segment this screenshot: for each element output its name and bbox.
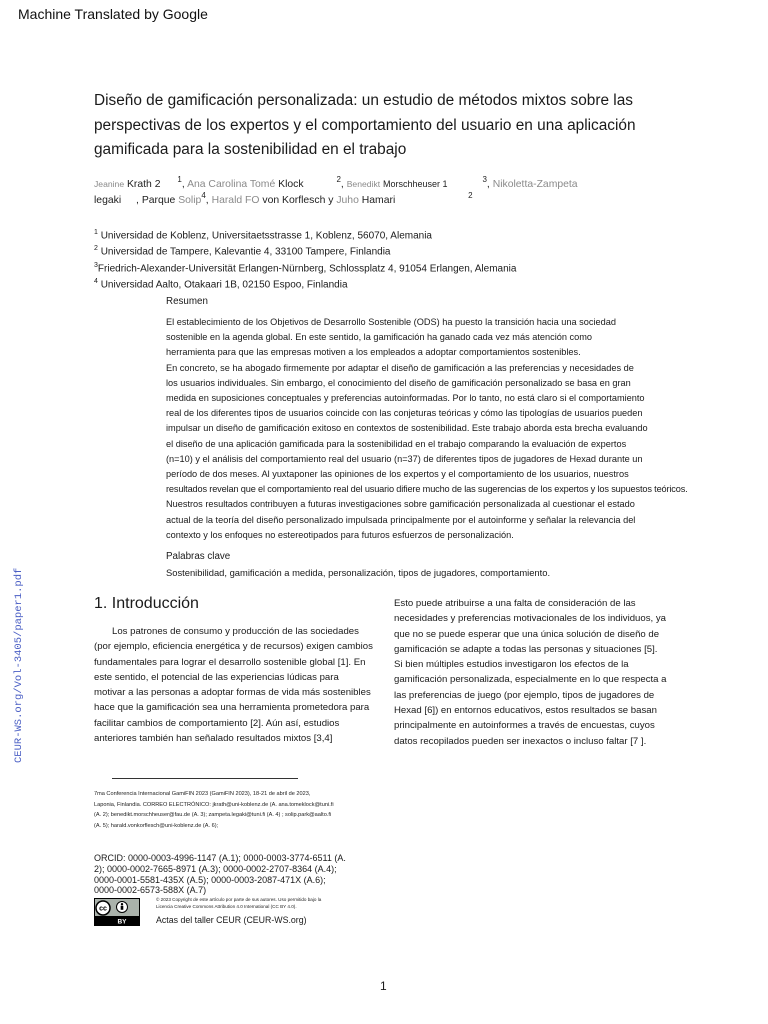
keywords: Sostenibilidad, gamificación a medida, personalización, tipos de jugadores, comportamiento.	[166, 567, 551, 578]
abstract-heading: Resumen	[166, 296, 208, 307]
abstract-line: En concreto, se ha abogado firmemente por adaptar el diseño de gamificación a las preferencias y necesidades de	[166, 362, 634, 373]
author-sup: 3	[482, 175, 487, 184]
author-last-name: Krath 2	[127, 179, 161, 190]
orcid-line: 0000-0001-5581-435X (A.5); 0000-0003-2087-471X (A.6);	[94, 874, 326, 885]
body-line: gamificación se adapte a todas las personas y situaciones [5].	[394, 643, 658, 655]
body-line: Esto puede atribuirse a una falta de consideración de las	[394, 598, 636, 609]
author-prefix: , Parque	[136, 195, 176, 206]
author-last-name: Klock	[278, 179, 304, 190]
ceur-proceedings-label: Actas del taller CEUR (CEUR-WS.org)	[156, 915, 307, 925]
paper-title	[94, 89, 654, 163]
footnote	[94, 789, 384, 831]
affiliation-text: Universidad de Tampere, Kalevantie 4, 33100 Tampere, Finlandia	[100, 246, 391, 258]
affiliation-sup: 1	[94, 229, 98, 236]
orcid-line: ORCID: 0000-0003-4996-1147 (A.1); 0000-0003-3774-6511 (A.	[94, 853, 346, 863]
cc-by-license-icon[interactable]	[94, 898, 140, 926]
abstract-line: período de dos meses. Al yuxtaponer las opiniones de los expertos y el comportamiento de los usuarios, nuestros	[166, 469, 629, 480]
body-line: principalmente en autoinformes a través de encuestas, cuyos	[394, 720, 655, 732]
body-line: hace que la gamificación sea una herramienta prometedora para	[94, 702, 370, 714]
abstract-line: El establecimiento de los Objetivos de Desarrollo Sostenible (ODS) ha puesto la transición hacia una sociedad	[166, 317, 616, 327]
affiliation-sup: 2	[94, 245, 98, 253]
author-first-name: Jeanine	[94, 179, 125, 189]
intro-column-left	[94, 624, 374, 746]
affiliation-item	[94, 242, 654, 258]
abstract-line: los usuarios individuales. Sin embargo, el conocimiento del diseño de gamificación personalizado se basa en gran	[166, 377, 631, 388]
section-title: 1. Introducción	[94, 595, 199, 612]
body-line: anteriores también han señalado resultados mixtos [3,4]	[94, 733, 333, 745]
author-first-name: Juho	[336, 195, 359, 206]
affiliation-sup: 3	[94, 261, 98, 269]
side-url-text: CEUR-WS.org/Vol-3405/paper1.pdf	[13, 567, 25, 763]
orcid-block	[94, 853, 384, 896]
author-line-1: Jeanine Krath 2 $^1$, Ana Carolina Tomé Klock $^2$, Benedikt Morschheuser 1 $^3$, Nikoletta-Zampeta	[94, 175, 578, 190]
title-line: Diseño de gamificación personalizada: un estudio de métodos mixtos sobre las	[94, 92, 633, 109]
machine-translation-banner: Machine Translated by Google	[18, 6, 208, 22]
orcid-line: 0000-0002-6573-588X (A.7)	[94, 885, 207, 896]
abstract-line: Nuestros resultados contribuyen a futuras investigaciones sobre gamificación personalizada al cuestionar el estado	[166, 499, 635, 510]
affiliations	[94, 226, 654, 291]
copyright-line: © 2023 Copyright de este artículo por parte de sus autores. Uso permitido bajo la	[156, 897, 322, 902]
footnote-divider	[112, 778, 298, 779]
author-first-name: Harald FO	[211, 195, 260, 206]
body-line: Si bien múltiples estudios investigaron los efectos de la	[394, 659, 629, 671]
footnote-line: Laponia, Finlandia. CORREO ELECTRÓNICO: jkrath@uni-koblenz.de (A. ana.tomeklock@tuni.fi	[94, 801, 334, 808]
body-line: facilitar cambios de comportamiento [2]. Aún así, estudios	[94, 717, 340, 729]
body-line: gamificación personalizada, especialmente en lo que respecta a	[394, 674, 667, 686]
footnote-line: (A. 2); benedikt.morschheuser@fau.de (A. 3); zampeta.legaki@tuni.fi (A. 4) ; solip.park@aalto.fi	[94, 812, 332, 818]
intro-column-right	[394, 596, 684, 749]
body-line: necesidades y preferencias motivacionales de los individuos, ya	[394, 613, 666, 625]
abstract-line: real de los diferentes tipos de usuarios coincide con las conjeturas teóricas y cómo las tipologías de usuarios pueden	[166, 408, 643, 419]
footnote-line: (A. 5); harald.vonkorflesch@uni-koblenz.de (A. 6);	[94, 822, 219, 829]
body-line: Hexad [6]) en entornos educativos, estos resultados se basan	[394, 705, 657, 717]
affiliation-text: Universidad de Koblenz, Universitaetsstrasse 1, Koblenz, 56070, Alemania	[100, 230, 432, 242]
author-first-name: Ana Carolina Tomé	[187, 179, 276, 190]
author-sup: 1	[177, 175, 182, 184]
copyright-notice	[156, 897, 396, 910]
author-last-name: Solip	[178, 195, 202, 206]
affiliation-item	[94, 226, 654, 242]
body-line: motivar a las personas a adoptar formas de vida más sostenibles	[94, 687, 371, 699]
author-last-name: Morschheuser 1	[383, 179, 448, 189]
abstract-line: herramienta para que las empresas motiven a los empleados a adoptar comportamientos sostenibles.	[166, 347, 581, 358]
body-line: fundamentales para lograr el desarrollo sostenible global [1]. En	[94, 656, 366, 668]
orcid-line: 2); 0000-0002-7665-8971 (A.3); 0000-0002-2707-8364 (A.4);	[94, 863, 337, 874]
author-sup: 2	[468, 191, 473, 200]
author-line-2: legaki , Parque Solip$^4$, Harald FO von Korflesch y Juho Hamari $^2$	[94, 191, 473, 206]
title-line: perspectivas de los expertos y el comportamiento del usuario en una aplicación	[94, 116, 636, 134]
body-line: Los patrones de consumo y producción de las sociedades	[112, 626, 359, 637]
body-line: las preferencias de juego (por ejemplo, tipos de jugadores de	[394, 689, 655, 701]
author-first-name: Nikoletta-Zampeta	[492, 179, 578, 190]
cc-badge-by-text: BY	[117, 918, 127, 926]
affiliation-item	[94, 275, 654, 291]
affiliation-item	[94, 259, 654, 275]
abstract-line: impulsar un diseño de gamificación exitoso en contextos de sostenibilidad. Este trabajo aborda esta brecha evaluando	[166, 423, 648, 434]
abstract-line: medida en suposiciones conceptuales y preferencias autoinformadas. Por lo tanto, no está claro si el comportamiento	[166, 393, 645, 404]
affiliation-sup: 4	[94, 277, 98, 285]
cc-badge-cc-text: cc	[99, 905, 107, 913]
title-line: gamificada para la sostenibilidad en el trabajo	[94, 141, 407, 158]
author-last-name: legaki	[94, 195, 122, 206]
author-sup: 4	[201, 191, 206, 200]
abstract-line: contexto y los enfoques no estereotipados para futuros esfuerzos de personalización.	[166, 529, 514, 540]
author-last-name: von Korflesch y	[262, 195, 334, 206]
abstract-line: actual de la teoría del diseño personalizado impulsada principalmente por el autoinforme y señalar la relevancia del	[166, 514, 636, 525]
author-sup: 2	[336, 175, 341, 184]
author-last-name: Hamari	[361, 195, 396, 206]
body-line: este sentido, el potencial de las experiencias lúdicas para	[94, 671, 339, 683]
author-list	[94, 176, 694, 209]
abstract-line: resultados revelan que el comportamiento real del usuario difiere mucho de las sugerencias de los expertos y los supuestos teóricos.	[166, 484, 688, 495]
body-line: datos recopilados pueden ser inexactos o incluso faltar [7 ].	[394, 735, 647, 747]
copyright-line: Licencia Creative Commons Attribution 4.0 International (CC BY 4.0).	[156, 903, 297, 909]
affiliation-text: Friedrich-Alexander-Universität Erlangen-Nürnberg, Schlossplatz 4, 91054 Erlangen, Alemania	[97, 262, 517, 274]
body-line: (por ejemplo, eficiencia energética y de recursos) exigen cambios	[94, 641, 373, 653]
abstract-body	[166, 315, 746, 543]
side-url-link[interactable]	[6, 545, 28, 765]
abstract-line: sostenible en la agenda global. En este sentido, la gamificación ha ganado cada vez más atención como	[166, 332, 592, 343]
abstract-line: el diseño de una aplicación gamificada para la sostenibilidad en el trabajo comparando la evaluación de expertos	[166, 438, 627, 449]
keywords-heading: Palabras clave	[166, 551, 231, 562]
abstract-line: (n=10) y el análisis del comportamiento real del usuario (n=37) de diferentes tipos de jugadores de Hexad durante un	[166, 453, 643, 464]
footnote-line: 7ma Conferencia Internacional GamiFIN 2023 (GamiFIN 2023), 18-21 de abril de 2023,	[94, 791, 311, 797]
author-first-name: Benedikt	[346, 179, 381, 189]
page-number: 1	[380, 979, 387, 993]
body-line: que no se puede esperar que una única solución de diseño de	[394, 628, 660, 640]
affiliation-text: Universidad Aalto, Otakaari 1B, 02150 Espoo, Finlandia	[100, 279, 348, 291]
